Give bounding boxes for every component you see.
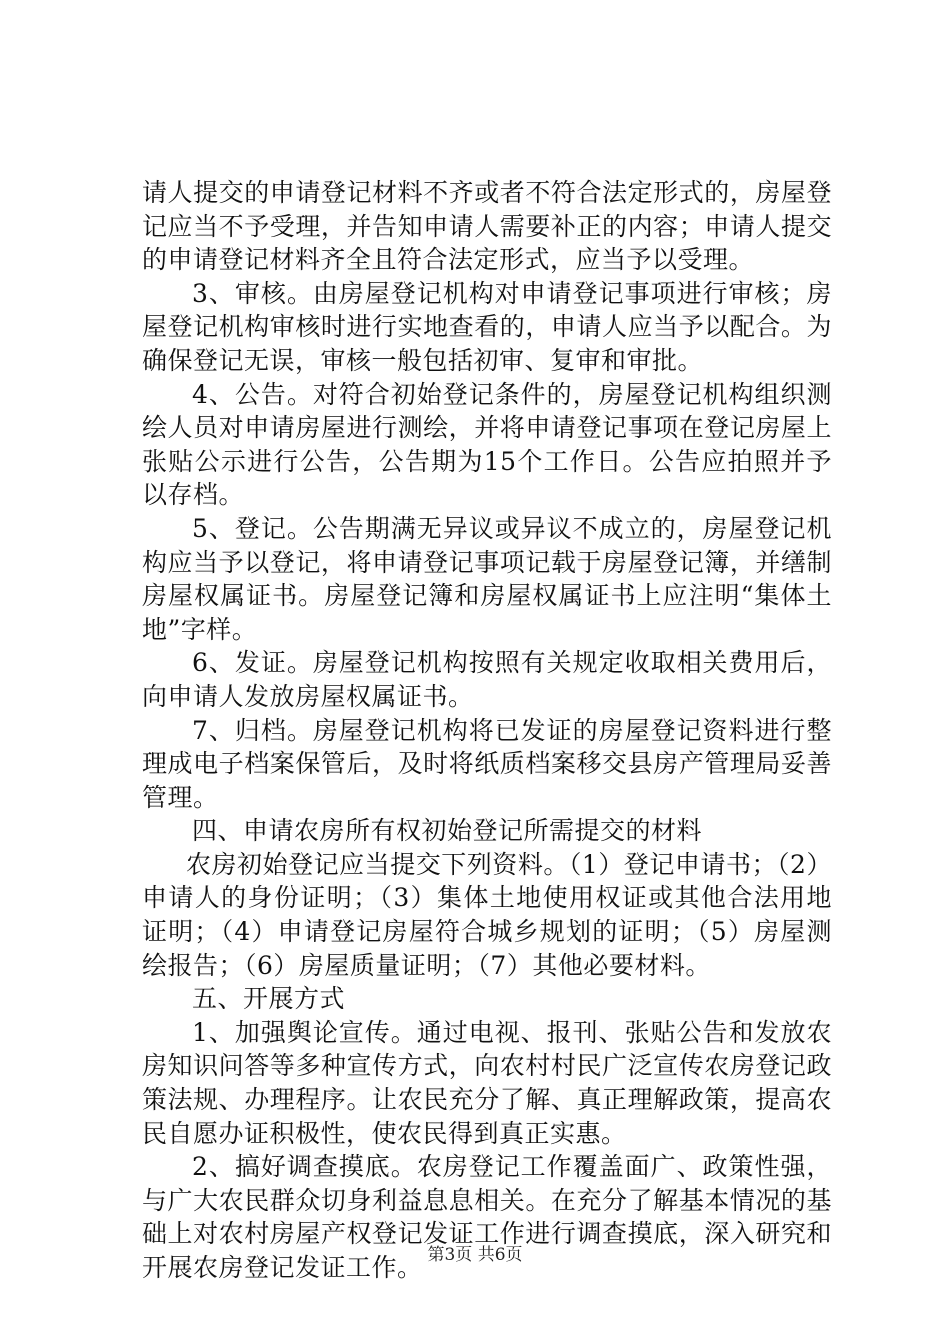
- paragraph-registration: 5、登记。公告期满无异议或异议不成立的，房屋登记机构应当予以登记，将申请登记事项记载于房屋登记簿，并缮制房屋权属证书。房屋登记簿和房屋权属证书上应注明“集体土地”字样。: [142, 513, 832, 644]
- section-heading-materials: 四、申请农房所有权初始登记所需提交的材料: [192, 816, 703, 846]
- section-heading-methods: 五、开展方式: [192, 984, 346, 1014]
- paragraph-materials-list: 农房初始登记应当提交下列资料。（1）登记申请书；（2）申请人的身份证明；（3）集体土地使用权证或其他合法用地证明；（4）申请登记房屋符合城乡规划的证明；（5）房屋测绘报告；（6）房屋质量证明；（7）其他必要材料。: [142, 849, 832, 980]
- paragraph-archiving: 7、归档。房屋登记机构将已发证的房屋登记资料进行整理成电子档案保管后，及时将纸质档案移交县房产管理局妥善管理。: [142, 715, 832, 812]
- paragraph-intake-continued: 请人提交的申请登记材料不齐或者不符合法定形式的，房屋登记应当不予受理，并告知申请人需要补正的内容；申请人提交的申请登记材料齐全且符合法定形式，应当予以受理。: [142, 178, 832, 275]
- paragraph-survey: 2、搞好调查摸底。农房登记工作覆盖面广、政策性强，与广大农民群众切身利益息息相关。在充分了解基本情况的基础上对农村房屋产权登记发证工作进行调查摸底，深入研究和开展农房登记发证工作。: [142, 1152, 832, 1282]
- paragraph-review: 3、审核。由房屋登记机构对申请登记事项进行审核；房屋登记机构审核时进行实地查看的，申请人应当予以配合。为确保登记无误，审核一般包括初审、复审和审批。: [142, 278, 832, 375]
- document-body: [142, 176, 832, 1285]
- paragraph-publicity: 1、加强舆论宣传。通过电视、报刊、张贴公告和发放农房知识问答等多种宣传方式，向农村村民广泛宣传农房登记政策法规、办理程序。让农民充分了解、真正理解政策，提高农民自愿办证积极性，使农民得到真正实惠。: [142, 1017, 832, 1148]
- paragraph-issuance: 6、发证。房屋登记机构按照有关规定收取相关费用后，向申请人发放房屋权属证书。: [142, 648, 832, 711]
- page-number-footer: 第3页 共6页: [427, 1245, 523, 1265]
- paragraph-announcement: 4、公告。对符合初始登记条件的，房屋登记机构组织测绘人员对申请房屋进行测绘，并将申请登记事项在登记房屋上张贴公示进行公告，公告期为15个工作日。公告应拍照并予以存档。: [142, 379, 832, 510]
